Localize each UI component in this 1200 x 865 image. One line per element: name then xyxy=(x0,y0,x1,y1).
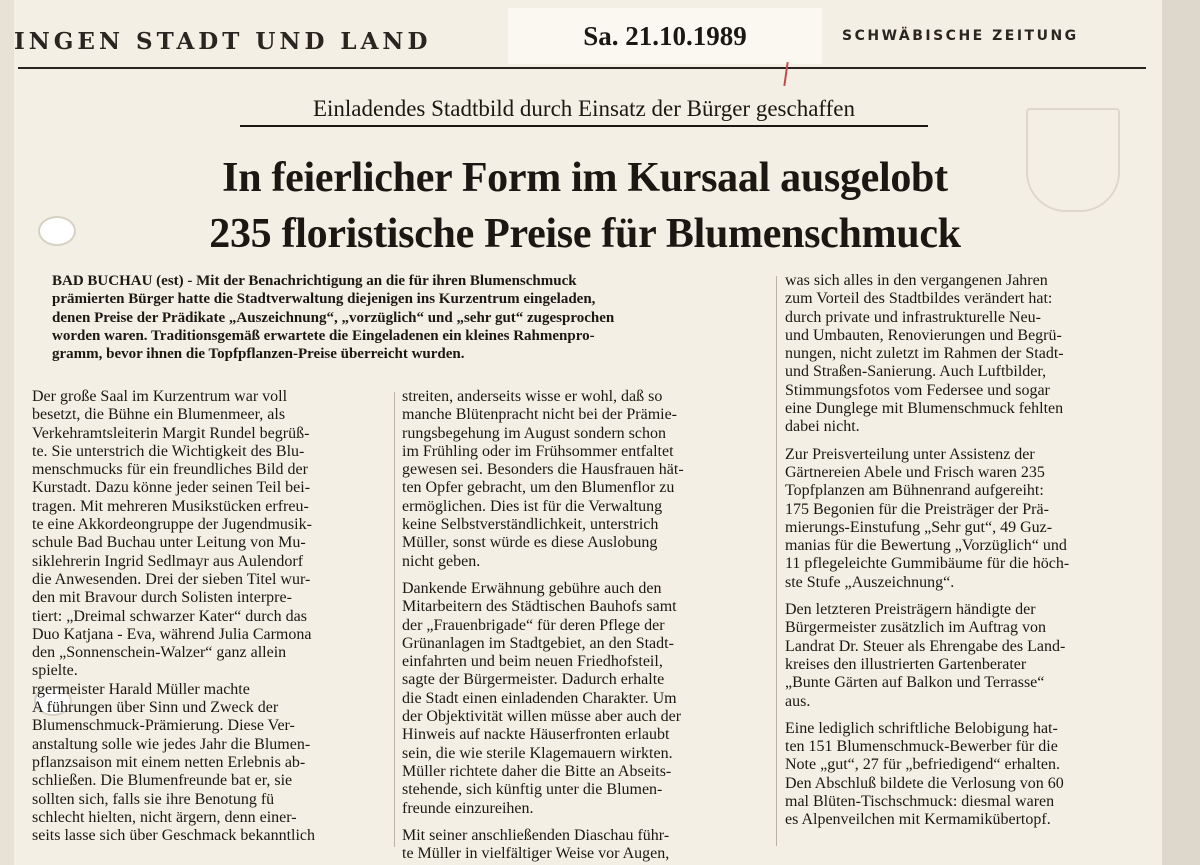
text-line: „Bunte Gärten auf Balkon und Terrasse“ xyxy=(785,674,1045,692)
text-column-1 xyxy=(32,388,388,845)
text-line: Müller, sonst würde es diese Auslobung xyxy=(402,534,658,552)
text-line: im Frühling oder im Frühsommer entfaltet xyxy=(402,442,674,460)
text-line: freunde einzureihen. xyxy=(402,799,534,817)
headline-line: In feierlicher Form im Kursaal ausgelobt xyxy=(222,155,948,201)
headline-line: 235 floristische Preise für Blumenschmuck xyxy=(209,211,961,257)
text-line: Kurstadt. Dazu könne jeder seinen Teil bei- xyxy=(32,479,311,497)
text-line: seits lasse sich über Geschmack bekanntlich xyxy=(32,827,316,845)
text-line: Gärtnereien Abele und Frisch waren 235 xyxy=(785,463,1045,481)
text-line: Eine lediglich schriftliche Belobigung hat- xyxy=(785,719,1058,737)
text-line: es Alpenveilchen mit Kermamikübertopf. xyxy=(785,811,1051,829)
text-line: menschmucks für ein freundliches Bild der xyxy=(32,461,308,479)
text-line: 175 Begonien für die Preisträger der Prä- xyxy=(785,500,1049,518)
text-line: rgermeister Harald Müller machte xyxy=(32,680,250,698)
section-title: INGEN STADT UND LAND xyxy=(14,28,432,55)
text-line: sollten sich, falls sie ihre Benotung fü xyxy=(32,790,275,808)
text-line: Zur Preisverteilung unter Assistenz der xyxy=(785,445,1035,463)
text-line: kreises den illustrierten Gartenberater xyxy=(785,655,1027,673)
text-line: die Stadt einen einladenden Charakter. Um xyxy=(402,689,677,707)
text-line: siklehrerin Ingrid Sedlmayr aus Aulendorf xyxy=(32,552,304,570)
text-line: zum Vorteil des Stadtbildes verändert hat: xyxy=(785,290,1053,308)
text-line: Mit seiner anschließenden Diaschau führ- xyxy=(402,826,670,844)
text-line: Landrat Dr. Steuer als Ehrengabe des Land- xyxy=(785,637,1066,655)
text-line: gramm, bevor ihnen die Topfpflanzen-Preise überreicht wurden. xyxy=(52,346,465,363)
text-line: Note „gut“, 27 für „befriedigend“ erhalten. xyxy=(785,756,1060,774)
text-line: ermöglichen. Dies ist für die Verwaltung xyxy=(402,497,663,515)
text-line: denen Preise der Prädikate „Auszeichnung“, „vorzüglich“ und „sehr gut“ zugesprochen xyxy=(52,309,615,326)
paragraph-gap xyxy=(785,711,1147,720)
text-line: dabei nicht. xyxy=(785,418,860,436)
text-line: anstaltung solle wie jedes Jahr die Blumen- xyxy=(32,735,311,753)
text-line: Stimmungsfotos vom Federsee und sogar xyxy=(785,381,1050,399)
text-line: sein, die wie sterile Klagemauern wirkten. xyxy=(402,744,673,762)
paragraph-gap xyxy=(402,818,766,827)
text-column-3 xyxy=(785,272,1147,830)
text-line: schule Bad Buchau unter Leitung von Mu- xyxy=(32,534,306,552)
text-line: tiert: „Dreimal schwarzer Kater“ durch das xyxy=(32,607,307,625)
text-line: A führungen über Sinn und Zweck der xyxy=(32,699,279,717)
text-line: Dankende Erwähnung gebühre auch den xyxy=(402,579,662,597)
text-line: aus. xyxy=(785,692,811,710)
text-line: gewesen sei. Besonders die Hausfrauen hät- xyxy=(402,461,684,479)
text-line: die Anwesenden. Drei der sieben Titel wur- xyxy=(32,570,311,588)
adjacent-page-shadow xyxy=(1162,0,1200,865)
text-line: prämierten Bürger hatte die Stadtverwaltung diejenigen ins Kurzentrum eingeladen, xyxy=(52,291,596,308)
text-line: mal Blüten-Tischschmuck: diesmal waren xyxy=(785,793,1055,811)
text-line: und Umbauten, Renovierungen und Begrü- xyxy=(785,326,1062,344)
text-line: einfahrten und beim neuen Friedhofsteil, xyxy=(402,653,663,671)
text-line: Den Abschluß bildete die Verlosung von 60 xyxy=(785,774,1064,792)
text-line: sagte der Bürgermeister. Dadurch erhalte xyxy=(402,671,665,689)
text-line: besetzt, die Bühne ein Blumenmeer, als xyxy=(32,406,286,424)
header-rule xyxy=(18,67,1146,69)
text-line: Den letzteren Preisträgern händigte der xyxy=(785,601,1036,619)
text-line: pflanzsaison mit einem netten Erlebnis ab- xyxy=(32,753,306,771)
text-line: Blumenschmuck-Prämierung. Diese Ver- xyxy=(32,717,295,735)
text-line: worden waren. Traditionsgemäß erwartete die Eingeladenen ein kleines Rahmenpro- xyxy=(52,327,595,344)
text-line: eine Dunglege mit Blumenschmuck fehlten xyxy=(785,400,1064,418)
text-line: spielte. xyxy=(32,662,78,680)
text-line: rungsbegehung im August sondern schon xyxy=(402,424,666,442)
text-line: ten Opfer gebracht, um den Blumenflor zu xyxy=(402,479,675,497)
text-line: den „Sonnenschein-Walzer“ ganz allein xyxy=(32,644,287,662)
text-line: Der große Saal im Kurzentrum war voll xyxy=(32,388,288,405)
text-line: te eine Akkordeongruppe der Jugendmusik- xyxy=(32,516,312,534)
paragraph-gap xyxy=(785,592,1147,601)
text-line: Verkehramtsleiterin Margit Rundel begrüß- xyxy=(32,424,310,442)
column-divider xyxy=(394,392,395,847)
text-line: Müller richtete daher die Bitte an Abseits- xyxy=(402,762,672,780)
paragraph-gap xyxy=(402,571,766,580)
date-stamp: Sa. 21.10.1989 xyxy=(508,8,822,64)
text-line: den mit Bravour durch Solisten interpre- xyxy=(32,589,292,607)
article-kicker: Einladendes Stadtbild durch Einsatz der Bürger geschaffen xyxy=(240,96,928,127)
text-line: nungen, nicht zuletzt im Rahmen der Stadt- xyxy=(785,345,1064,363)
text-line: keine Selbstverständlichkeit, unterstrich xyxy=(402,516,659,534)
text-line: ste Stufe „Auszeichnung“. xyxy=(785,573,955,591)
text-line: Hinweis auf nackte Häuserfronten erlaubt xyxy=(402,726,670,744)
text-line: schlecht hielten, nicht ärgern, denn einer- xyxy=(32,808,297,826)
text-line: der Objektivität willen müsse aber auch der xyxy=(402,708,682,726)
text-line: der „Frauenbrigade“ für deren Pflege der xyxy=(402,616,665,634)
text-line: Duo Katjana - Eva, während Julia Carmona xyxy=(32,625,312,643)
text-line: te Müller in vielfältiger Weise vor Augen, xyxy=(402,845,670,863)
text-line: mierungs-Einstufung „Sehr gut“, 49 Guz- xyxy=(785,518,1053,536)
text-line: schließen. Die Blumenfreunde bat er, sie xyxy=(32,772,293,790)
paragraph-gap xyxy=(785,437,1147,446)
text-line: stehende, sich künftig unter die Blumen- xyxy=(402,781,663,799)
text-line: te. Sie unterstrich die Wichtigkeit des Blu- xyxy=(32,442,305,460)
text-line: Mitarbeitern des Städtischen Bauhofs samt xyxy=(402,598,677,616)
text-line: ten 151 Blumenschmuck-Bewerber für die xyxy=(785,738,1058,756)
text-line: 11 pflegeleichte Gummibäume für die höch- xyxy=(785,555,1070,573)
text-line: was sich alles in den vergangenen Jahren xyxy=(785,272,1048,289)
text-line: tragen. Mit mehreren Musikstücken erfreu- xyxy=(32,497,309,515)
text-line: durch private und infrastrukturelle Neu- xyxy=(785,308,1041,326)
text-line: Topfplanzen am Bühnenrand aufgereiht: xyxy=(785,482,1044,500)
text-column-2 xyxy=(402,388,766,863)
punch-hole xyxy=(40,218,74,244)
text-line: BAD BUCHAU (est) - Mit der Benachrichtigung an die für ihren Blumenschmuck xyxy=(52,273,577,289)
text-line: nicht geben. xyxy=(402,552,481,570)
text-line: Bürgermeister zusätzlich im Auftrag von xyxy=(785,619,1046,637)
text-line: manias für die Bewertung „Vorzüglich“ und xyxy=(785,537,1067,555)
column-divider xyxy=(776,276,777,846)
text-line: und Straßen-Sanierung. Auch Luftbilder, xyxy=(785,363,1047,381)
newspaper-name: SCHWÄBISCHE ZEITUNG xyxy=(842,28,1079,44)
article-lead xyxy=(52,272,770,363)
text-line: Grünanlagen im Stadtgebiet, an den Stadt- xyxy=(402,634,674,652)
text-line: streiten, anderseits wisse er wohl, daß so xyxy=(402,388,663,405)
text-line: manche Blütenpracht nicht bei der Prämie- xyxy=(402,406,678,424)
article-headline xyxy=(100,150,1070,262)
